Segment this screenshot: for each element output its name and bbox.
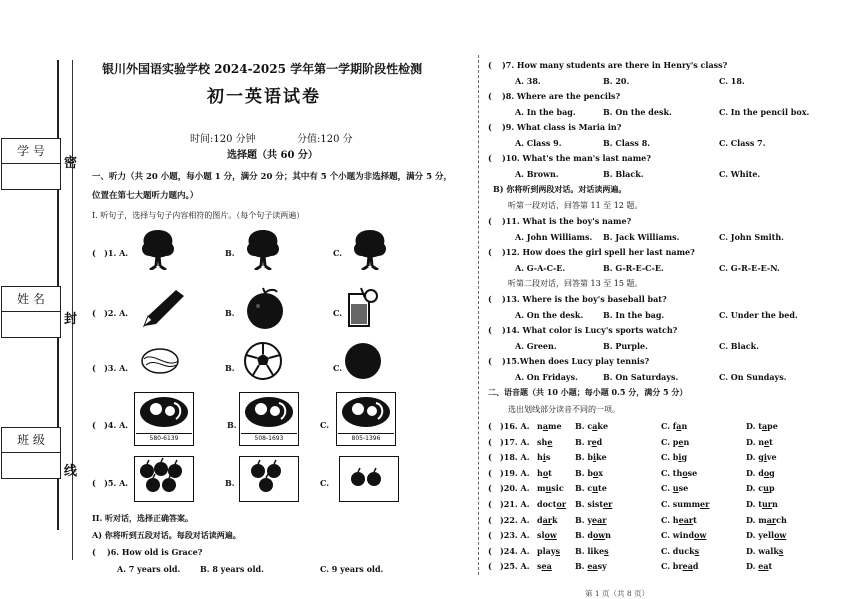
phonics-option-d[interactable]: D. eat <box>746 561 773 572</box>
picture-option-b-label: B. <box>225 478 235 488</box>
phonics-option-c[interactable]: C. those <box>661 467 698 478</box>
apples-icon[interactable] <box>134 456 194 502</box>
soccer-ball-icon[interactable] <box>243 341 283 385</box>
answer-paren[interactable]: ( <box>488 60 492 70</box>
phonics-number: )24. A. <box>500 545 530 556</box>
q6-option-a[interactable]: A. 7 years old. <box>117 564 181 574</box>
question-8: )8. Where are the pencils? <box>502 91 621 101</box>
answer-paren[interactable]: ( <box>488 483 492 494</box>
answer-paren[interactable]: ( <box>488 216 492 226</box>
ball-icon[interactable] <box>343 341 383 385</box>
phonics-option-c[interactable]: C. use <box>661 483 689 494</box>
part1-heading-cont: 位置在第七大题听力题内。） <box>92 191 199 201</box>
apples-icon[interactable] <box>339 456 399 502</box>
part1-sub-a: A) 你将听到五段对话。每段对话读两遍。 <box>92 530 241 540</box>
option-a[interactable]: A. John Williams. <box>515 232 593 242</box>
juice-icon[interactable] <box>343 286 379 334</box>
answer-paren[interactable]: ( <box>488 514 492 525</box>
phonics-option-b[interactable]: B. likes <box>575 545 609 556</box>
school-title: 银川外国语实验学校 2024-2025 学年第一学期阶段性检测 <box>102 62 423 76</box>
pencil-icon[interactable] <box>138 286 188 334</box>
option-c[interactable]: C. Under the bed. <box>719 310 798 320</box>
q6-question: ( )6. How old is Grace? <box>92 547 203 557</box>
option-a[interactable]: A. Class 9. <box>515 138 562 148</box>
part1-heading: 一、听力（共 20 小题，每小题 1 分，满分 20 分；其中有 5 个小题为非选择题，满分 5 分， <box>92 172 452 182</box>
class-label: 班 级 <box>2 428 60 453</box>
phonics-option-b[interactable]: B. year <box>575 514 607 525</box>
phonics-option-a[interactable]: name <box>537 421 562 431</box>
option-c[interactable]: C. White. <box>719 169 761 179</box>
section-title: 选择题（共 60 分） <box>227 150 318 161</box>
phonics-option-a[interactable]: doctor <box>537 499 567 509</box>
option-b[interactable]: B. On the desk. <box>603 107 672 117</box>
answer-paren[interactable]: ( <box>488 325 492 335</box>
student-id-box[interactable] <box>1 138 61 190</box>
phonics-option-c[interactable]: C. big <box>661 452 688 463</box>
phonics-option-b[interactable]: B. cake <box>575 421 609 431</box>
phonics-number: )16. A. <box>500 421 530 431</box>
option-c[interactable]: C. In the pencil box. <box>719 107 810 117</box>
phonics-option-c[interactable]: C. ducks <box>661 545 700 556</box>
seal-char-mi: 密 <box>64 156 78 171</box>
phonics-option-b[interactable]: B. sister <box>575 499 613 509</box>
option-c[interactable]: C. John Smith. <box>719 232 784 242</box>
option-a[interactable]: A. 38. <box>515 76 541 86</box>
subject-title: 初一英语试卷 <box>207 87 321 107</box>
phonics-option-a[interactable]: plays <box>537 545 560 556</box>
phonics-number: )23. A. <box>500 530 530 541</box>
phonics-number: )20. A. <box>500 483 530 494</box>
phonics-option-a[interactable]: slow <box>537 530 557 541</box>
phonics-option-b[interactable]: B. cute <box>575 483 607 494</box>
phonics-option-c[interactable]: C. fan <box>661 421 688 431</box>
answer-paren[interactable]: ( <box>488 122 492 132</box>
option-c[interactable]: C. On Sundays. <box>719 372 787 382</box>
picture-option-b-label: B. <box>225 363 235 373</box>
seal-char-feng: 封 <box>64 312 78 327</box>
option-a[interactable]: A. G-A-C-E. <box>515 263 566 273</box>
answer-paren[interactable]: ( <box>488 91 492 101</box>
phonics-number: )18. A. <box>500 452 530 463</box>
answer-paren[interactable]: ( <box>488 436 492 447</box>
apples-icon[interactable] <box>239 456 299 502</box>
option-a[interactable]: A. In the bag. <box>515 107 576 117</box>
phonics-option-d[interactable]: D. march <box>746 514 787 525</box>
picture-option-c-label: C. <box>320 420 330 430</box>
telephone-icon[interactable] <box>239 392 299 446</box>
name-label: 姓 名 <box>2 287 60 312</box>
option-a[interactable]: A. On Fridays. <box>515 372 578 382</box>
phonics-option-b[interactable]: B. red <box>575 436 603 447</box>
phonics-option-c[interactable]: C. heart <box>661 514 697 525</box>
tennis-ball-icon[interactable] <box>138 341 188 385</box>
answer-paren[interactable]: ( <box>488 499 492 509</box>
phonics-number: )17. A. <box>500 436 530 447</box>
phonics-option-d[interactable]: D. dog <box>746 467 775 478</box>
q6-option-c[interactable]: C. 9 years old. <box>320 564 384 574</box>
question-7: )7. How many students are there in Henry's class? <box>502 60 728 70</box>
picture-question-1: ( )1. A. <box>92 248 129 258</box>
phonics-option-a[interactable]: his <box>537 452 551 463</box>
answer-paren[interactable]: ( <box>488 294 492 304</box>
part1-sub-b: B) 你将听到两段对话。对话读两遍。 <box>493 184 627 194</box>
phonics-option-c[interactable]: C. pen <box>661 436 690 447</box>
picture-option-c-label: C. <box>333 248 343 258</box>
option-c[interactable]: C. G-R-E-E-N. <box>719 263 780 273</box>
phone-number-label: 508-1693 <box>241 433 297 444</box>
option-c[interactable]: C. Black. <box>719 341 759 351</box>
option-b[interactable]: B. In the bag. <box>603 310 665 320</box>
picture-question-4: ( )4. A. <box>92 420 129 430</box>
phonics-option-a[interactable]: hot <box>537 467 552 478</box>
picture-option-c-label: C. <box>333 363 343 373</box>
option-c[interactable]: C. Class 7. <box>719 138 766 148</box>
part2-heading: 二、语音题（共 10 小题；每小题 0.5 分，满分 5 分） <box>488 387 688 397</box>
page-footer: 第 1 页（共 8 页） <box>585 589 650 598</box>
phonics-number: )22. A. <box>500 514 530 525</box>
telephone-icon[interactable] <box>336 392 396 446</box>
picture-question-5: ( )5. A. <box>92 478 129 488</box>
question-12: )12. How does the girl spell her last name? <box>502 247 695 257</box>
option-b[interactable]: B. On Saturdays. <box>603 372 679 382</box>
phonics-option-b[interactable]: B. easy <box>575 561 607 572</box>
answer-paren[interactable]: ( <box>488 247 492 257</box>
question-15: )15.When does Lucy play tennis? <box>502 356 650 366</box>
phone-number-label: 805-1396 <box>338 433 394 444</box>
question-14: )14. What color is Lucy's sports watch? <box>502 325 678 335</box>
answer-paren[interactable]: ( <box>488 421 492 431</box>
answer-paren[interactable]: ( <box>488 452 492 463</box>
option-b[interactable]: B. Purple. <box>603 341 648 351</box>
question-11: )11. What is the boy's name? <box>502 216 632 226</box>
phonics-option-a[interactable]: music <box>537 483 564 494</box>
picture-option-c-label: C. <box>333 308 343 318</box>
orange-icon[interactable] <box>243 286 287 334</box>
seal-char-xian: 线 <box>64 464 78 479</box>
phonics-option-a[interactable]: sea <box>537 561 552 572</box>
option-b[interactable]: B. Black. <box>603 169 644 179</box>
phonics-number: )19. A. <box>500 467 530 478</box>
phonics-option-b[interactable]: B. down <box>575 530 611 541</box>
phonics-option-d[interactable]: D. tape <box>746 421 778 431</box>
picture-option-b-label: B. <box>225 308 235 318</box>
tree-icon[interactable] <box>138 226 178 274</box>
answer-paren[interactable]: ( <box>488 153 492 163</box>
telephone-icon[interactable] <box>134 392 194 446</box>
phonics-option-d[interactable]: D. net <box>746 436 773 447</box>
answer-paren[interactable]: ( <box>488 530 492 541</box>
dialog1-instruction: 听第一段对话，回答第 11 至 12 题。 <box>508 201 643 210</box>
part1-sub-i: I. 听句子，选择与句子内容相符的图片。（每个句子读两遍） <box>92 211 305 220</box>
student-id-label: 学 号 <box>2 139 60 164</box>
phonics-number: )25. A. <box>500 561 530 572</box>
option-b[interactable]: B. G-R-E-C-E. <box>603 263 664 273</box>
tree-icon[interactable] <box>243 226 283 274</box>
phonics-option-c[interactable]: C. window <box>661 530 707 541</box>
score-label: 分值:120 分 <box>297 134 353 145</box>
question-10: )10. What's the man's last name? <box>502 153 651 163</box>
answer-paren[interactable]: ( <box>488 545 492 556</box>
q6-option-b[interactable]: B. 8 years old. <box>200 564 264 574</box>
option-c[interactable]: C. 18. <box>719 76 745 86</box>
picture-option-b-label: B. <box>227 420 237 430</box>
phonics-option-c[interactable]: C. bread <box>661 561 699 572</box>
name-box[interactable] <box>1 286 61 338</box>
picture-option-b-label: B. <box>225 248 235 258</box>
time-label: 时间:120 分钟 <box>190 134 256 145</box>
answer-paren[interactable]: ( <box>488 467 492 478</box>
answer-paren[interactable]: ( <box>488 561 492 572</box>
phonics-option-d[interactable]: D. give <box>746 452 777 463</box>
question-9: )9. What class is Maria in? <box>502 122 622 132</box>
answer-paren[interactable]: ( <box>488 356 492 366</box>
part2-instruction: 选出划线部分读音不同的一项。 <box>508 405 620 414</box>
option-b[interactable]: B. Jack Williams. <box>603 232 680 242</box>
picture-question-3: ( )3. A. <box>92 363 129 373</box>
phonics-option-d[interactable]: D. yellow <box>746 530 787 541</box>
part1-sub-ii: II. 听对话，选择正确答案。 <box>92 513 194 523</box>
column-divider <box>478 55 479 575</box>
phonics-option-d[interactable]: D. turn <box>746 499 778 509</box>
option-b[interactable]: B. Class 8. <box>603 138 651 148</box>
phonics-option-b[interactable]: B. box <box>575 467 604 478</box>
picture-option-c-label: C. <box>320 478 330 488</box>
question-13: )13. Where is the boy's baseball bat? <box>502 294 667 304</box>
option-a[interactable]: A. Brown. <box>515 169 559 179</box>
class-box[interactable] <box>1 427 61 479</box>
phonics-option-d[interactable]: D. cup <box>746 483 775 494</box>
dialog2-instruction: 听第二段对话，回答第 13 至 15 题。 <box>508 279 643 288</box>
phonics-option-b[interactable]: B. bike <box>575 452 607 463</box>
phone-number-label: 580-6139 <box>136 433 192 444</box>
phonics-option-a[interactable]: she <box>537 436 553 447</box>
phonics-option-a[interactable]: dark <box>537 514 558 525</box>
option-a[interactable]: A. Green. <box>515 341 557 351</box>
phonics-number: )21. A. <box>500 499 530 509</box>
tree-icon[interactable] <box>350 226 390 274</box>
phonics-option-c[interactable]: C. summer <box>661 499 710 509</box>
option-b[interactable]: B. 20. <box>603 76 630 86</box>
option-a[interactable]: A. On the desk. <box>515 310 584 320</box>
phonics-option-d[interactable]: D. walks <box>746 545 784 556</box>
picture-question-2: ( )2. A. <box>92 308 129 318</box>
